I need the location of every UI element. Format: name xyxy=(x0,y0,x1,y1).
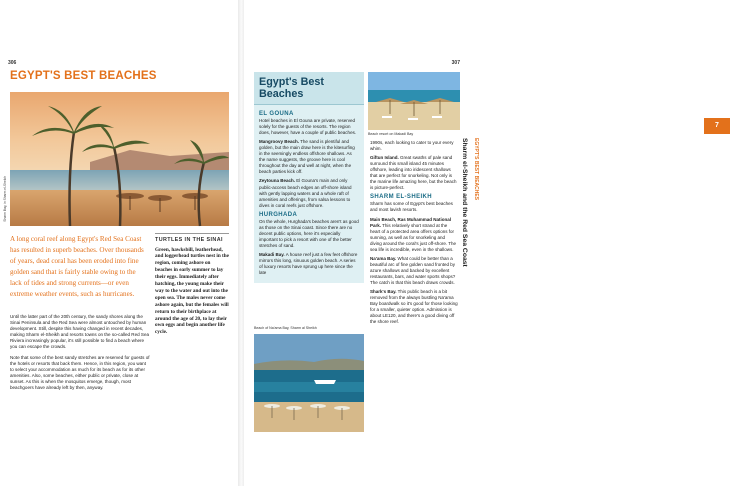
palm-beach-illustration xyxy=(10,92,229,226)
sub-heading: SHARM EL-SHEIKH xyxy=(370,194,433,201)
naama-bay-photo xyxy=(254,334,364,432)
beaches-panel xyxy=(254,72,364,283)
paragraph-text: El Gouna's main and only public-access beach edges an off-shore island with gently lapping waters and a whole raft of amenities and offerings, from salsa lessons to dives in coral reefs just offshore. xyxy=(259,178,352,208)
panel-column-1 xyxy=(254,105,364,283)
paragraph-lead: Giftun Island. xyxy=(370,155,399,161)
paragraph-text: Hotel beaches in El Gouna are private, reserved solely for the guests of the resorts. The region does, however, have a couple of public beaches. xyxy=(259,118,357,136)
section-title: EGYPT'S BEST BEACHES xyxy=(10,70,157,82)
paragraph-text: Sharm has some of Egypt's best beaches and most lavish resorts. xyxy=(370,201,453,213)
chapter-tab xyxy=(460,134,486,304)
paragraph-text: Great swaths of pale sand surround this small island 45 minutes offshore, leading into iridescent shallows that are perfect for snorkeling. Not only is the marine life amazing here, but the beach is picture-perfect. xyxy=(370,155,457,191)
column-paragraph xyxy=(259,139,359,175)
column-paragraph xyxy=(370,256,458,286)
sub-heading: EL GOUNA xyxy=(259,111,294,117)
makadi-bay-illustration xyxy=(368,72,460,130)
sub-heading: HURGHADA xyxy=(259,211,298,218)
photo-credit: Sharm Bay, in Sharm el-Sheikh xyxy=(3,176,7,222)
body-paragraph: Note that some of the best sandy stretches are reserved for guests of the hotels or resorts that back them. Hence, in this region, you want to select your accommodation as much for its beach as for its other amenities. Also, some beaches, either public or private, close at sunset. As this is when the mosquitos emerge, though, most beachgoers have already left by then, anyway. xyxy=(10,354,150,391)
paragraph-text: On the whole, Hurghada's beaches aren't as good as those on the Sinai coast. Since there are no decent public options, here it's especially important to pick a resort with one of the better stretches of sand. xyxy=(259,218,359,248)
column-paragraph xyxy=(370,155,458,191)
right-page xyxy=(244,0,719,486)
photo-caption-bottom: Beach of Na'ama Bay, Sharm al Sheikh xyxy=(254,326,317,330)
sidebar-text: Green, hawksbill, leatherhead, and loggerhead turtles nest in the region, coming ashore on beaches in early summer to lay their eggs. Immediately after hatching, the young make their way to the water and out into the open sea. The males never come ashore again, but the females will return to their birthplace at around the age of 20, to lay their own eggs and begin another life cycle. xyxy=(155,246,229,336)
column-paragraph xyxy=(370,289,458,325)
body-paragraph: Until the latter part of the 20th century, the sandy shores along the Sinai Peninsula and the Red Sea were almost untouched by human development. Still, despite this having changed in recent decades, making Sharm el-Sheikh and resorts towns on the so-called Red Sea Riviera increasingly popular, it's still possible to find a beach where you can escape the crowds. xyxy=(10,314,150,350)
bottom-photo-block xyxy=(254,324,364,432)
chapter-tab-number: 7 xyxy=(704,118,730,134)
paragraph-lead: Main Beach, Ras Muhammad National Park. xyxy=(370,216,452,228)
palm-beach-photo xyxy=(10,92,229,226)
paragraph-text: A house reef just a few feet offshore mirrors this long, sinuous golden beach. A series of luxury resorts have sprung up here since the late xyxy=(259,251,358,276)
paragraph-text: This public beach is a bit removed from the always bustling Na'ama Bay boardwalk so it's good for those looking for a smaller, quieter option. Admission is about LE120, and there's a good diving off the shore reef. xyxy=(370,289,458,325)
paragraph-lead: Na'ama Bay. xyxy=(370,255,397,261)
column-paragraph xyxy=(370,140,458,152)
paragraph-lead: Zeytouna Beach. xyxy=(259,178,296,184)
panel-header xyxy=(254,72,364,105)
left-body-text xyxy=(10,314,150,395)
page-number-right: 307 xyxy=(451,60,460,66)
paragraph-text: This relatively short strand at the heart of a protected area offers options for sunning, as well as for snorkeling and diving around the coral's just off-shore. The sea life is incredible, even in the shallows. xyxy=(370,222,456,252)
column-paragraph xyxy=(259,252,359,276)
turtles-sidebar xyxy=(155,233,229,336)
makadi-bay-photo xyxy=(368,72,460,130)
sidebar-title: TURTLES IN THE SINAI xyxy=(155,233,229,244)
photo-caption-top: Beach resort on Makadi Bay xyxy=(368,132,414,136)
chapter-tab-title: Sharm el-Sheikh and the Red Sea Coast xyxy=(461,138,468,267)
column-paragraph xyxy=(259,219,359,249)
naama-bay-illustration xyxy=(254,334,364,432)
column-paragraph xyxy=(259,118,359,136)
column-paragraph xyxy=(259,178,359,208)
intro-paragraph: A long coral reef along Egypt's Red Sea Coast has resulted in superb beaches. Over thousands of years, dead coral has been eroded into fine golden sand that is fairly stable owing to the lack of tides and strong currents—or even extreme weather events, such as hurricanes. xyxy=(10,235,144,298)
column-paragraph xyxy=(370,201,458,213)
paragraph-lead: Shark's Bay. xyxy=(370,289,397,295)
paragraph-text: The sand is plentiful and golden, but the main draw here is the kitesurfing in the seemingly endless offshore shallows. As the name suggests, the groove here is cool throughout the day and well at night, when the beach parties kick off. xyxy=(259,139,355,175)
paragraph-text: 1990s, each looking to cater to your every whim. xyxy=(370,140,454,152)
chapter-tab-section: EGYPT'S BEST BEACHES xyxy=(473,138,479,201)
panel-title: Egypt's Best Beaches xyxy=(259,76,324,100)
right-column-2 xyxy=(368,72,460,328)
page-number-left: 306 xyxy=(8,60,17,66)
column-paragraph xyxy=(370,217,458,253)
paragraph-lead: Makadi Bay. xyxy=(259,251,285,257)
paragraph-lead: Mangroovy Beach. xyxy=(259,139,300,145)
paragraph-text: What could be better than a beautiful arc of fine golden sand fronted by azure shallows and backed by excellent restaurants, bars, and water sports shops? The catch is that this beach draws crowds. xyxy=(370,255,456,285)
right-column-2-text xyxy=(368,140,460,325)
left-page xyxy=(0,0,240,486)
